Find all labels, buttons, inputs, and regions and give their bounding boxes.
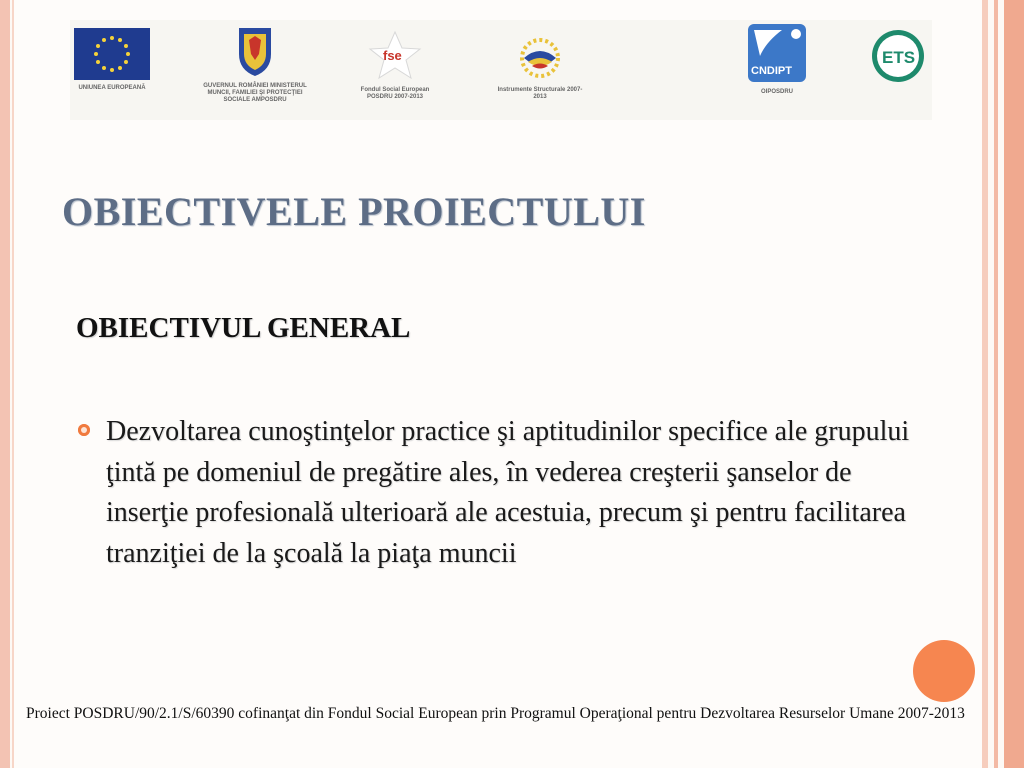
government-logo [200, 24, 310, 104]
star-fse-icon [365, 28, 425, 82]
bullet-text: Dezvoltarea cunoştinţelor practice şi aptitudinilor specifice ale grupului ţintă pe domeniul de pregătire ales, în vederea creşterii şanselor de inserţie profesională ulterioară ale acestuia, precum şi pentru facilitarea tranziţiei de la şcoală la piaţa muncii [106, 416, 910, 569]
coat-of-arms-icon [235, 24, 275, 78]
slide-title: OBIECTIVELE PROIECTULUI [62, 189, 646, 234]
bullet-circle-icon [78, 424, 90, 436]
logo-caption: Fondul Social European POSDRU 2007-2013 [360, 87, 430, 100]
cndipt-logo [742, 22, 812, 96]
decorative-circle [913, 640, 975, 702]
eu-logo [72, 28, 152, 92]
logo-caption: OIPOSDRU [760, 89, 793, 95]
cndipt-mark: CNDIPT [751, 65, 792, 77]
eu-flag-icon [74, 28, 150, 80]
logo-banner [70, 20, 932, 120]
section-heading: OBIECTIVUL GENERAL [76, 312, 411, 344]
slide-frame-left [0, 0, 10, 768]
logo-caption: Instrumente Structurale 2007-2013 [497, 87, 583, 100]
ets-icon [870, 28, 926, 84]
instrumente-structurale-logo [495, 28, 585, 101]
ets-mark: ETS [882, 48, 916, 67]
fse-logo [350, 28, 440, 101]
bullet-item [76, 412, 926, 574]
structural-instruments-icon [510, 28, 570, 82]
slide-frame-right [982, 0, 1024, 768]
logo-caption: UNIUNEA EUROPEANĂ [78, 85, 146, 91]
logo-caption: GUVERNUL ROMÂNIEI MINISTERUL MUNCII, FAMILIEI ŞI PROTECŢIEI SOCIALE AMPOSDRU [203, 83, 307, 103]
ets-logo [868, 28, 928, 89]
fse-mark: fse [383, 48, 402, 63]
footer-text: Proiect POSDRU/90/2.1/S/60390 cofinanţat din Fondul Social European prin Programul Operaţional pentru Dezvoltarea Resurselor Umane 2007-2013 [26, 705, 965, 722]
cndipt-icon [746, 22, 808, 84]
